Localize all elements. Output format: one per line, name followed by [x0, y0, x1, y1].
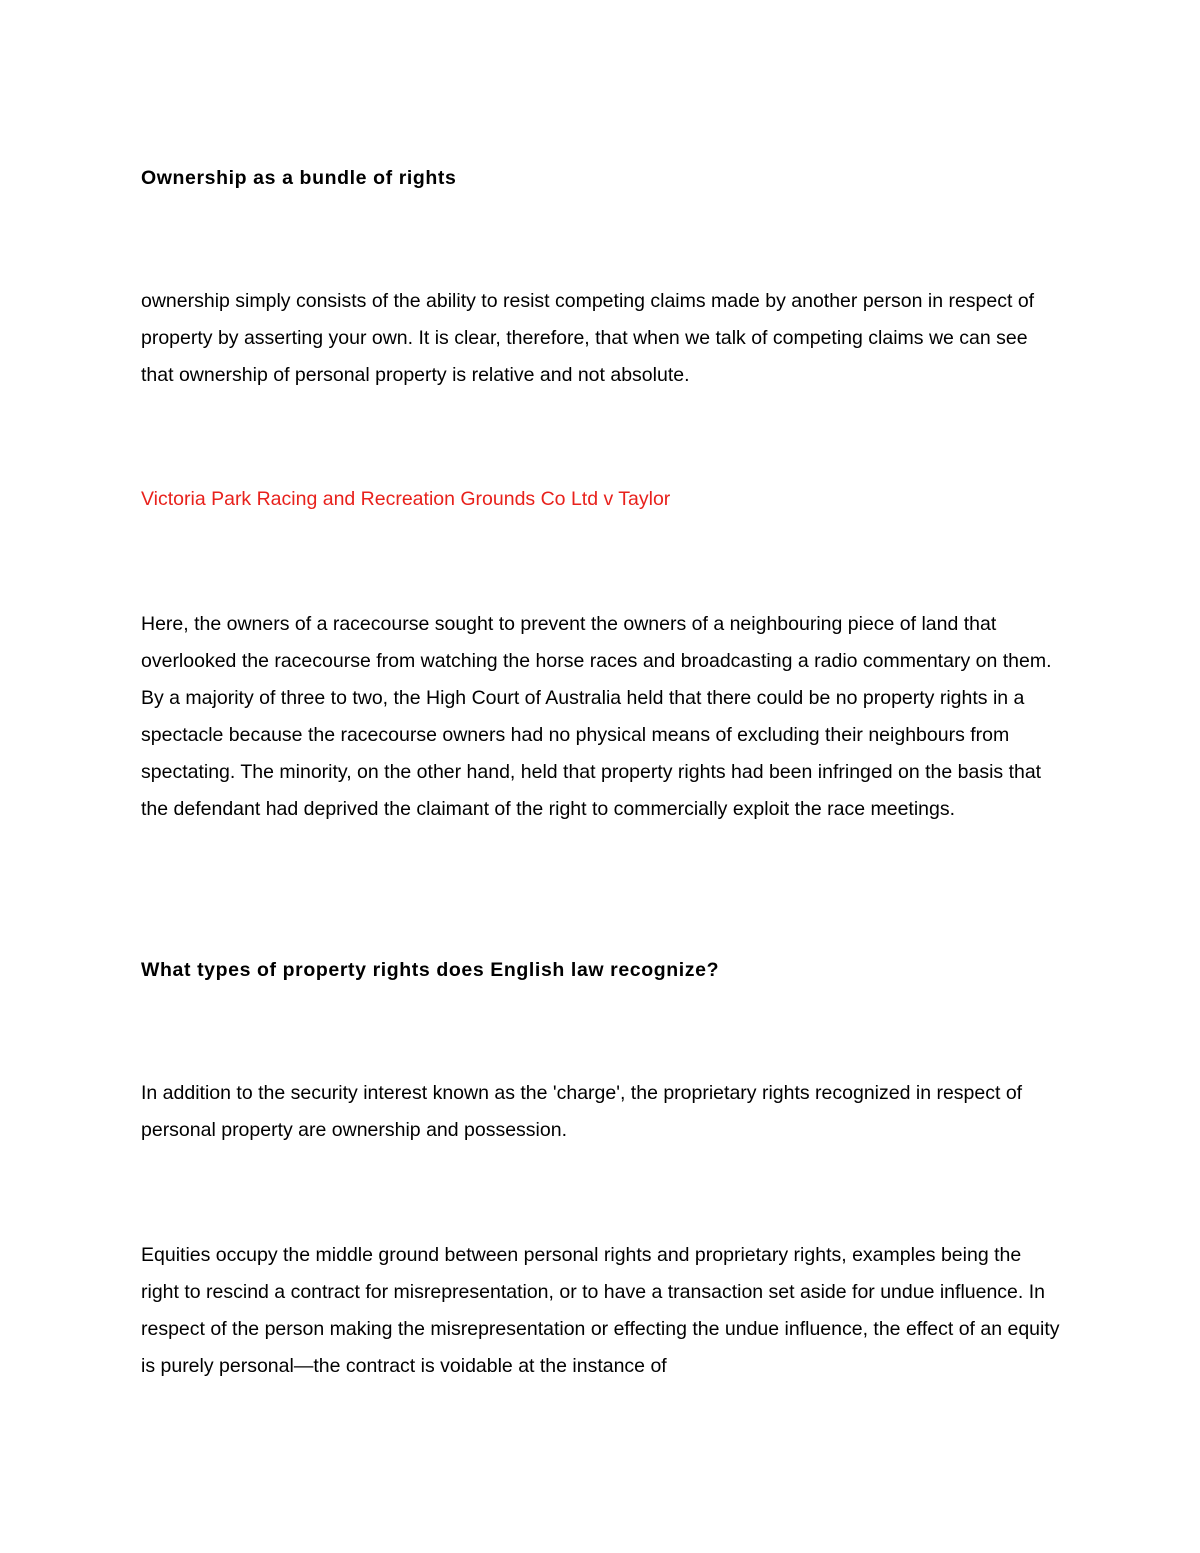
section-heading-ownership: Ownership as a bundle of rights — [141, 167, 457, 189]
paragraph-equities: Equities occupy the middle ground between personal rights and proprietary rights, examples being the right to rescind a contract for misrepresentation, or to have a transaction set aside for undue influence. In respect of the person making the misrepresentation or effecting the undue influence, the effect of an equity is purely personal—the contract is voidable at the instance of — [141, 1244, 1060, 1377]
paragraph-ownership-definition: ownership simply consists of the ability to resist competing claims made by another person in respect of property by asserting your own. It is clear, therefore, that when we talk of competing claims we can see that ownership of personal property is relative and not absolute. — [141, 290, 1035, 386]
paragraph-case-summary: Here, the owners of a racecourse sought to prevent the owners of a neighbouring piece of land that overlooked the racecourse from watching the horse races and broadcasting a radio commentary on them. By a majority of three to two, the High Court of Australia held that there could be no property rights in a spectacle because the racecourse owners had no physical means of excluding their neighbours from spectating. The minority, on the other hand, held that property rights had been infringed on the basis that the defendant had deprived the claimant of the right to commercially exploit the race meetings. — [141, 613, 1052, 820]
paragraph-proprietary-rights: In addition to the security interest known as the 'charge', the proprietary rights recognized in respect of personal property are ownership and possession. — [141, 1082, 1023, 1141]
section-heading-property-rights: What types of property rights does English law recognize? — [141, 959, 720, 981]
case-title: Victoria Park Racing and Recreation Grounds Co Ltd v Taylor — [141, 488, 671, 510]
